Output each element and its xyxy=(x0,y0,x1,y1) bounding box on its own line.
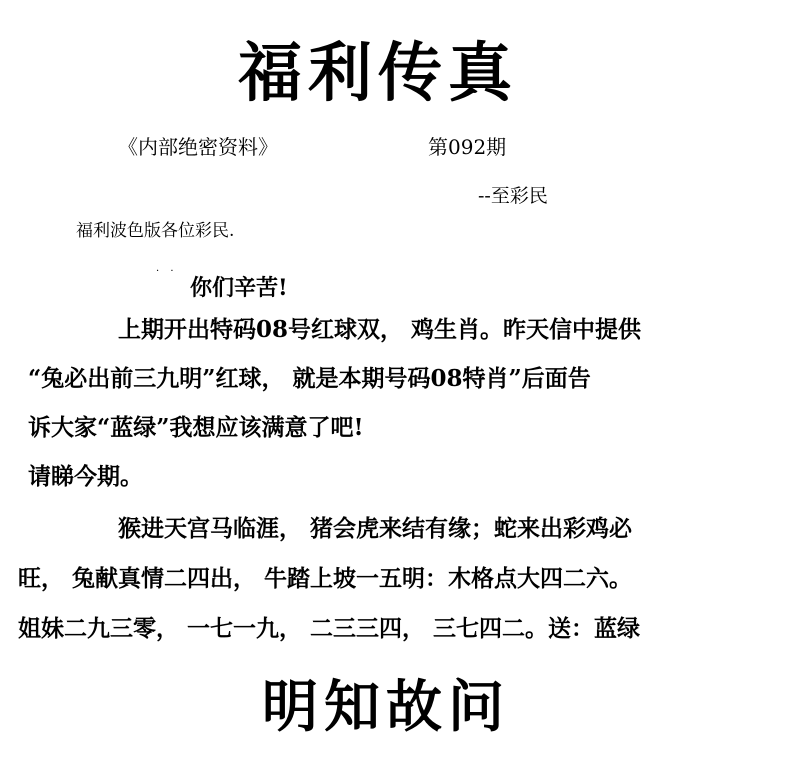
greeting: 你们辛苦! xyxy=(190,275,288,301)
decorative-dots: · · xyxy=(156,266,178,277)
body-line-6: 旺， 兔献真情二四出， 牛踏上坡一五明：木格点大四二六。 xyxy=(18,565,633,592)
page-title: 福利传真 xyxy=(238,36,518,111)
signature-line: --至彩民 xyxy=(478,185,548,207)
body-line-2: “兔必出前三九明”红球， 就是本期号码08特肖”后面告 xyxy=(28,365,591,392)
body-line-4: 请睇今期。 xyxy=(28,463,143,490)
salutation: 福利波色版各位彩民. xyxy=(76,221,235,241)
document-subtitle: 《内部绝密资料》 xyxy=(118,135,278,159)
body-line-7: 姐妹二九三零， 一七一九， 二三三四， 三七四二。送：蓝绿 xyxy=(18,615,641,642)
body-line-5: 猴进天宫马临涯， 猪会虎来结有缘；蛇来出彩鸡必 xyxy=(118,515,633,542)
closing-title: 明知故问 xyxy=(262,674,510,740)
issue-number: 第092期 xyxy=(428,135,507,159)
body-line-3: 诉大家“蓝绿”我想应该满意了吧! xyxy=(28,414,364,441)
body-line-1: 上期开出特码08号红球双， 鸡生肖。昨天信中提供 xyxy=(118,316,642,343)
